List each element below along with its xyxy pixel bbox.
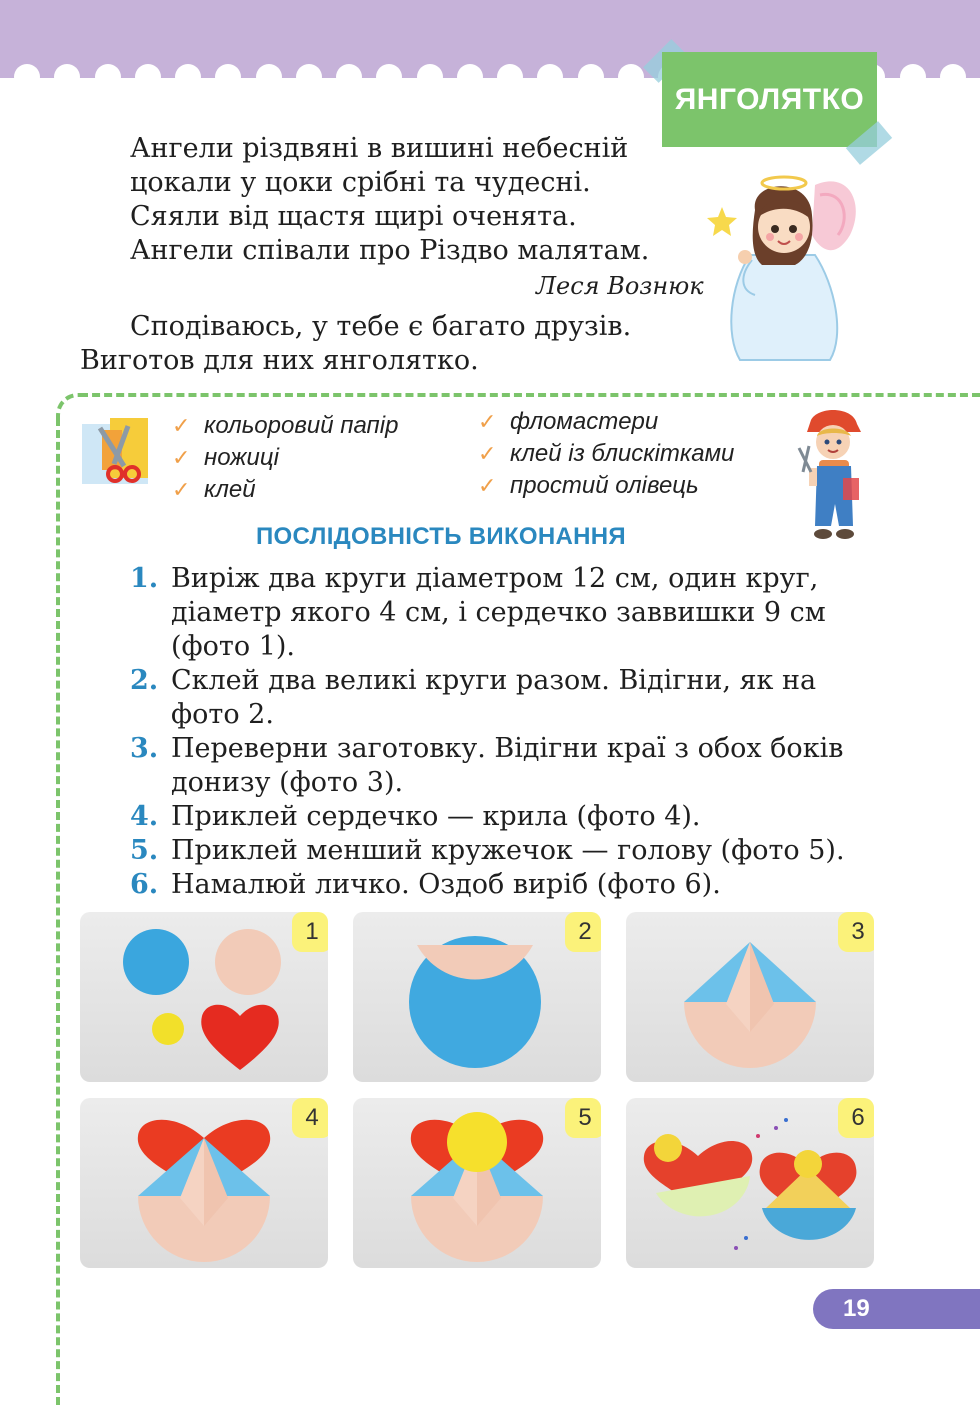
step-text: Склей два великі круги разом. Відігни, як на фото 2. [171,665,817,730]
intro-line: Сподіваюсь, у тебе є багато друзів. [130,311,632,342]
step-number: 6. [130,869,159,900]
photo-number-badge: 2 [565,912,601,952]
photo-number-badge: 3 [838,912,874,952]
photo-3 [626,912,874,1082]
step-text: Приклей сердечко — крила (фото 4). [171,801,701,832]
photo-number-badge: 5 [565,1098,601,1138]
angel-illustration [700,165,880,370]
step-item [130,664,875,732]
poem-line: Ангели різдвяні в вишині небесній [130,133,629,164]
photo-number-badge: 4 [292,1098,328,1138]
step-item [130,562,875,664]
poem-line: цокали у цоки срібні та чудесні. [130,167,591,198]
photo-number-badge: 6 [838,1098,874,1138]
boy-illustration [793,408,873,550]
page-number: 19 [813,1289,980,1329]
step-number: 4. [130,801,159,832]
step-text: Переверни заготовку. Відігни краї з обох боків донизу (фото 3). [171,733,844,798]
sequence-title: ПОСЛІДОВНІСТЬ ВИКОНАННЯ [256,523,626,550]
checkmark-icon: ✓ [478,409,497,434]
materials-list-left [172,410,398,506]
intro-text [80,310,631,378]
list-item: ✓ кольоровий папір [172,412,399,439]
step-number: 2. [130,665,159,696]
step-item [130,868,875,902]
photo-5 [353,1098,601,1268]
checkmark-icon: ✓ [172,445,191,470]
checkmark-icon: ✓ [478,441,497,466]
step-item [130,732,875,800]
poem-line: Сяяли від щастя щирі оченята. [130,201,577,232]
step-text: Намалюй личко. Оздоб виріб (фото 6). [171,869,721,900]
step-number: 5. [130,835,159,866]
poem-line: Ангели співали про Різдво малятам. [130,235,650,266]
list-item: ✓ фломастери [478,408,659,435]
materials-icon [80,416,152,486]
photo-1 [80,912,328,1082]
steps-list [130,562,875,902]
step-number: 3. [130,733,159,764]
step-item [130,834,875,868]
step-number: 1. [130,563,159,594]
materials-list-right [478,406,734,502]
poem [130,132,649,268]
section-border-top [80,393,980,397]
photo-6 [626,1098,874,1268]
list-item: ✓ клей із блискітками [478,440,735,467]
photo-2 [353,912,601,1082]
list-item: ✓ простий олівець [478,472,699,499]
list-item: ✓ клей [172,476,256,503]
checkmark-icon: ✓ [172,413,191,438]
checkmark-icon: ✓ [478,473,497,498]
list-item: ✓ ножиці [172,444,279,471]
step-item [130,800,875,834]
photo-number-badge: 1 [292,912,328,952]
section-border-left [56,418,60,1405]
intro-line: Виготов для них янголятко. [80,345,479,376]
step-text: Приклей менший кружечок — голову (фото 5). [171,835,845,866]
page-title: ЯНГОЛЯТКО [662,52,877,147]
photo-4 [80,1098,328,1268]
poem-author: Леся Вознюк [536,272,704,300]
checkmark-icon: ✓ [172,477,191,502]
step-text: Виріж два круги діаметром 12 см, один круг, діаметр якого 4 см, і сердечко заввишки 9 см (фото 1). [171,563,826,662]
